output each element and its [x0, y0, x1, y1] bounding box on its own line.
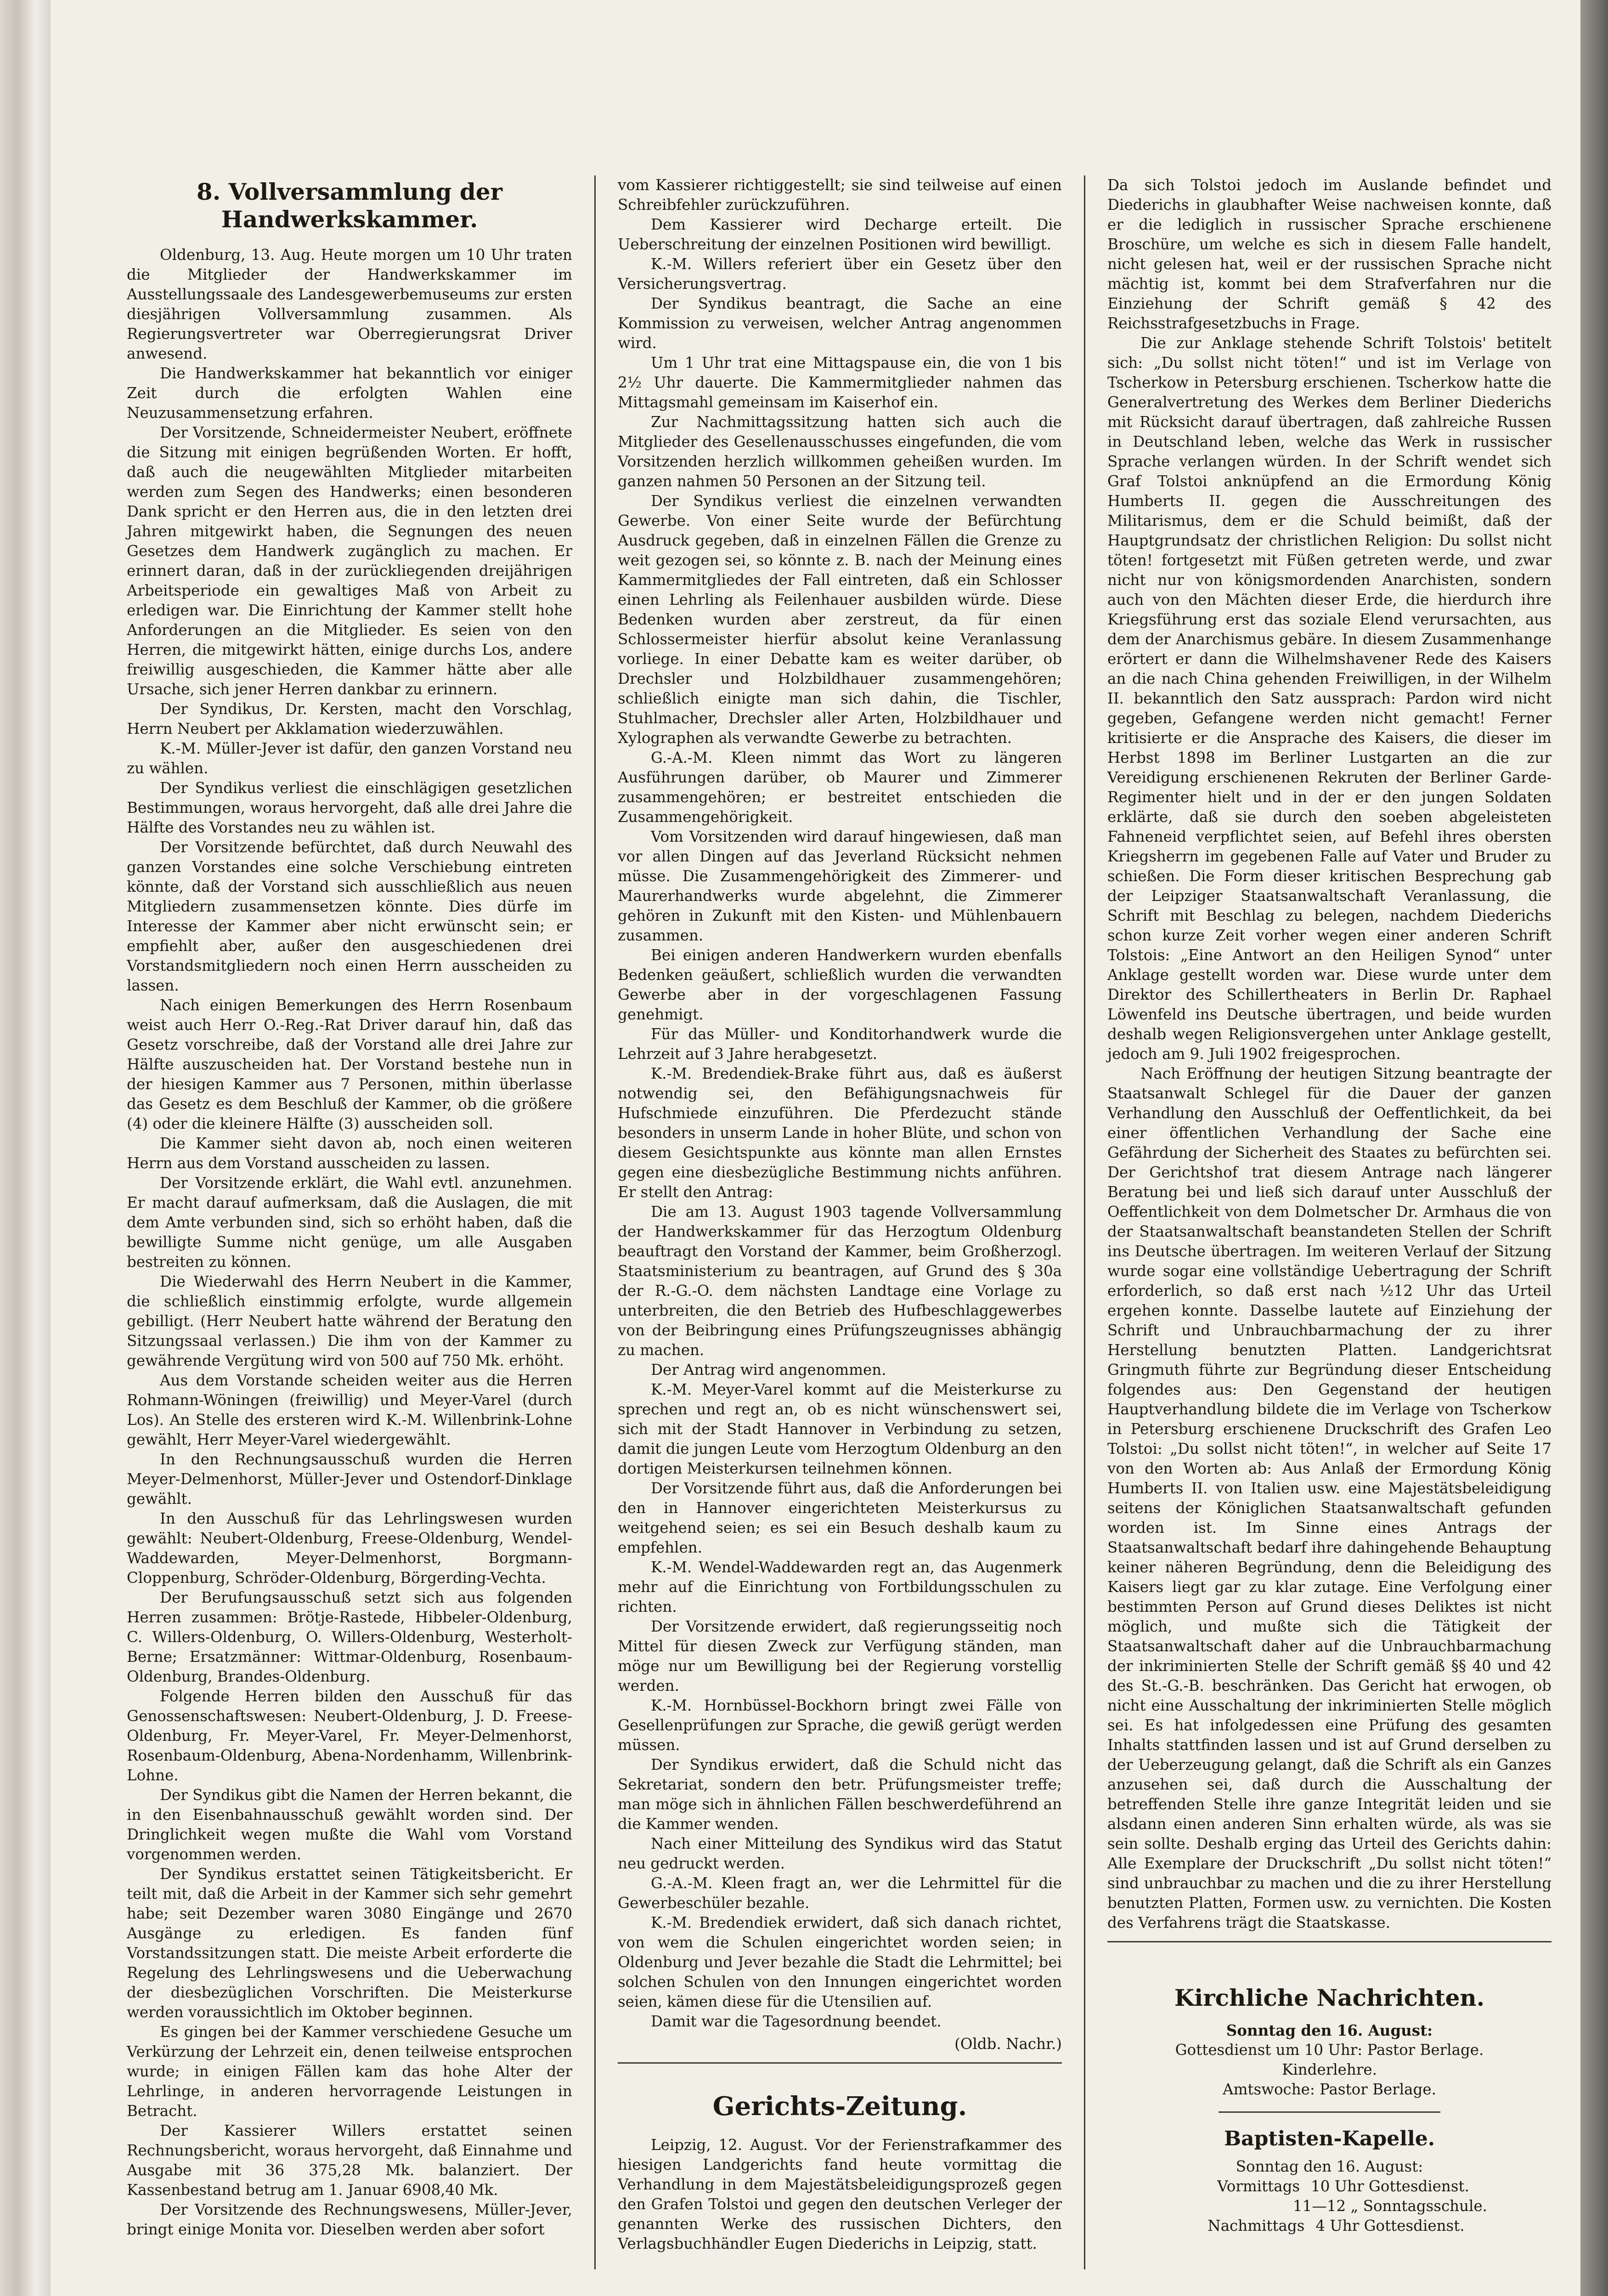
paragraph: K.-M. Hornbüssel-Bockhorn bringt zwei Fälle von Gesellenprüfungen zur Sprache, die gewiß gerügt werden müssen.	[618, 1697, 1062, 1754]
chapel-schedule-row	[1107, 2196, 1552, 2216]
divider	[618, 2062, 1062, 2064]
paragraph: Um 1 Uhr trat eine Mittagspause ein, die von 1 bis 2½ Uhr dauerte. Die Kammermitglieder nahmen das Mittagsmahl gemeinsam im Kaiserhof ein.	[618, 354, 1062, 411]
paragraph: Vom Vorsitzenden wird darauf hingewiesen, daß man vor allen Dingen auf das Jeverland Rücksicht nehmen müsse. Die Zusammengehörigkeit des Zimmerer- und Maurerhandwerks wurde abgelehnt, die Zimmerer gehören in Zukunft mit den Kisten- und Mühlenbauern zusammen.	[618, 828, 1062, 944]
paragraph: Der Kassierer Willers erstattet seinen Rechnungsbericht, woraus hervorgeht, daß Einnahme und Ausgabe mit 36 375,28 Mk. balanziert. Der Kassenbestand betrug am 1. Januar 6908,40 Mk.	[127, 2122, 572, 2199]
schedule-what: 4 Uhr Gottesdienst.	[1315, 2217, 1465, 2234]
paragraph: Die Kammer sieht davon ab, noch einen weiteren Herrn aus dem Vorstand ausscheiden zu lassen.	[127, 1135, 572, 1172]
paragraph: Der Syndikus erstattet seinen Tätigkeitsbericht. Er teilt mit, daß die Arbeit in der Kammer sich sehr gemehrt habe; seit Dezember waren 3080 Eingänge und 2670 Ausgänge zu erledigen. Es fanden fünf Vorstandssitzungen statt. Die meiste Arbeit erforderte die Regelung des Lehrlingswesens und die Ueberwachung der diesbezüglichen Vorschriften. Die Meisterkurse werden voraussichtlich im Oktober beginnen.	[127, 1865, 572, 2021]
paragraph: Der Vorsitzende führt aus, daß die Anforderungen bei den in Hannover eingerichteten Meisterkursus zu weitgehend seien; es sei ein Besuch deshalb kaum zu empfehlen.	[618, 1480, 1062, 1556]
paragraph: K.-M. Meyer-Varel kommt auf die Meisterkurse zu sprechen und regt an, ob es nicht wünschenswert sei, sich mit der Stadt Hannover in Verbindung zu setzen, damit die jungen Leute vom Herzogtum Oldenburg an den dortigen Meisterkursen teilnehmen können.	[618, 1381, 1062, 1477]
chapel-schedule-row	[1107, 2216, 1552, 2236]
paragraph: Nach Eröffnung der heutigen Sitzung beantragte der Staatsanwalt Schlegel für die Dauer der ganzen Verhandlung den Ausschluß der Oeffentlichkeit, da bei einer öffentlichen Verhandlung der Sache eine Gefährdung der Sicherheit des Staates zu befürchten sei. Der Gerichtshof trat diesem Antrage nach längerer Beratung bei und ließ sich darauf unter Ausschluß der Oeffentlichkeit von dem Dolmetscher Dr. Armhaus die von der Staatsanwaltschaft beanstandeten Stellen der Schrift ins Deutsche übertragen. Im weiteren Verlauf der Sitzung wurde sogar eine vollständige Uebertragung der Schrift erforderlich, so daß erst nach ½12 Uhr das Urteil ergehen konnte. Dasselbe lautete auf Einziehung der Schrift und Unbrauchbarmachung der zu ihrer Herstellung benutzten Platten. Landgerichtsrat Gringmuth führte zur Begründung dieser Entscheidung folgendes aus: Den Gegenstand der heutigen Hauptverhandlung bildete die im Verlage von Tscherkow in Petersburg erschienene Druckschrift des Grafen Leo Tolstoi: „Du sollst nicht töten!“, in welcher auf Seite 17 von den Worten ab: Aus Anlaß der Ermordung König Humberts II. von Italien usw. eine Majestätsbeleidigung seitens der Königlichen Staatsanwaltschaft gefunden worden ist. Im Sinne eines Antrags der Staatsanwaltschaft bedarf ihre dahingehende Behauptung keiner näheren Begründung, denn die Beleidigung des Kaisers liegt gar zu klar zutage. Eine Verfolgung einer bestimmten Person auf Grund dieses Deliktes ist nicht möglich, und mußte sich die Tätigkeit der Staatsanwaltschaft daher auf die Unbrauchbarmachung der inkriminierten Stelle der Schrift gemäß §§ 40 und 42 des St.-G.-B. beschränken. Das Gericht hat erwogen, ob nicht eine Ausschaltung der inkriminierten Stelle möglich sei. Es hat infolgedessen eine Prüfung des gesamten Inhalts stattfinden lassen und ist auf Grund derselben zu der Ueberzeugung gelangt, daß die Schrift als ein Ganzes anzusehen sei, daß durch die Ausschaltung der betreffenden Stelle ihre ganze Integrität leiden und sie alsdann einen anderen Sinn erhalten würde, als was sie sein sollte. Deshalb erging das Urteil des Gerichts dahin: Alle Exemplare der Druckschrift „Du sollst nicht töten!“ sind unbrauchbar zu machen und die zu ihrer Herstellung benutzten Platten, Formen usw. zu vernichten. Die Kosten des Verfahrens trägt die Staatskasse.	[1107, 1065, 1552, 1931]
paragraph: Der Syndikus beantragt, die Sache an eine Kommission zu verweisen, welcher Antrag angenommen wird.	[618, 295, 1062, 352]
paragraph: Nach einigen Bemerkungen des Herrn Rosenbaum weist auch Herr O.-Reg.-Rat Driver darauf hin, daß das Gesetz vorschreibe, daß der Vorstand alle drei Jahre zur Hälfte auszuscheiden hat. Der Vorstand bestehe nun in der hiesigen Kammer aus 7 Personen, mithin überlasse das Gesetz es dem Beschluß der Kammer, ob die größere (4) oder die kleinere Hälfte (3) ausscheiden soll.	[127, 996, 572, 1132]
source-note: (Oldb. Nachr.)	[954, 2035, 1062, 2053]
schedule-what: 11—12 „ Sonntagsschule.	[1292, 2197, 1488, 2215]
paragraph: G.-A.-M. Kleen nimmt das Wort zu längeren Ausführungen darüber, ob Maurer und Zimmerer zusammengehören; er bestreitet entschieden die Zusammengehörigkeit.	[618, 749, 1062, 826]
column-1	[105, 175, 594, 2269]
column-3	[1084, 175, 1574, 2269]
chapel-title: Baptisten-Kapelle.	[1224, 2127, 1435, 2150]
paragraph: vom Kassierer richtiggestellt; sie sind teilweise auf einen Schreibfehler zurückzuführen.	[618, 176, 1062, 214]
paragraph: In den Rechnungsausschuß wurden die Herren Meyer-Delmenhorst, Müller-Jever und Ostendorf-Dinklage gewählt.	[127, 1451, 572, 1508]
schedule-when	[1172, 2196, 1282, 2216]
church-notices	[1107, 1984, 1552, 2236]
paragraph: Die am 13. August 1903 tagende Vollversammlung der Handwerkskammer für das Herzogtum Oldenburg beauftragt den Vorstand der Kammer, beim Großherzogl. Staatsministerium zu beantragen, auf Grund des § 30a der R.-G.-O. dem nächsten Landtage eine Vorlage zu unterbreiten, die den Betrieb des Hufbeschlaggewerbes von der Beibringung eines Prüfungszeugnisses abhängig zu machen.	[618, 1203, 1062, 1359]
article-columns	[105, 175, 1574, 2269]
paragraph: K.-M. Müller-Jever ist dafür, den ganzen Vorstand neu zu wählen.	[127, 740, 572, 777]
paragraph: K.-M. Wendel-Waddewarden regt an, das Augenmerk mehr auf die Einrichtung von Fortbildungsschulen zu richten.	[618, 1559, 1062, 1615]
divider	[1219, 2111, 1441, 2113]
paragraph: Der Vorsitzende erklärt, die Wahl evtl. anzunehmen. Er macht darauf aufmerksam, daß die Auslagen, die mit dem Amte verbunden sind, sich so erhöht haben, daß die bewilligte Summe nicht genüge, um alle Ausgaben bestreiten zu können.	[127, 1174, 572, 1271]
paragraph: Der Syndikus, Dr. Kersten, macht den Vorschlag, Herrn Neubert per Akklamation wiederzuwählen.	[127, 700, 572, 737]
paragraph: Die zur Anklage stehende Schrift Tolstois' betitelt sich: „Du sollst nicht töten!“ und ist im Verlage von Tscherkow in Petersburg erschienen. Tscherkow hatte die Generalvertretung des Werkes dem Berliner Diederichs mit Rücksicht darauf übertragen, daß zahlreiche Russen in Deutschland leben, welche das Werk in russischer Sprache verlangen würden. In der Schrift wendet sich Graf Tolstoi anknüpfend an die Ermordung König Humberts II. gegen die Ausschreitungen des Militarismus, dem er die Schuld beimißt, daß der Hauptgrundsatz der christlichen Religion: Du sollst nicht töten! fortgesetzt mit Füßen getreten werde, und zwar nicht nur von königsmordenden Anarchisten, sondern auch von den Mächten dieser Erde, die hierdurch ihre Kriegsführung erst das soziale Elend verursachten, aus dem der Anarchismus gebäre. In diesem Zusammenhange erörtert er dann die Wilhelmshavener Rede des Kaisers an die nach China gehenden Freiwilligen, in der Wilhelm II. bekanntlich den Satz aussprach: Pardon wird nicht gegeben, Gefangene werden nicht gemacht! Ferner kritisierte er die Ansprache des Kaisers, die dieser im Herbst 1898 im Berliner Lustgarten an die zur Vereidigung erschienenen Rekruten der Berliner Garde-Regimenter hielt und in der er den jungen Soldaten erklärte, daß sie durch den soeben abgeleisteten Fahneneid verpflichtet seien, auf Befehl ihres obersten Kriegsherrn im gegebenen Falle auf Vater und Bruder zu schießen. Die Form dieser kritischen Besprechung gab der Leipziger Staatsanwaltschaft Veranlassung, die Schrift mit Beschlag zu belegen, nachdem Diederichs schon kurze Zeit vorher wegen einer anderen Schrift Tolstois: „Eine Antwort an den Heiligen Synod“ unter Anklage gestellt worden war. Diese wurde unter dem Direktor des Schillertheaters in Berlin Dr. Raphael Löwenfeld ins Deutsche übertragen, und beide wurden deshalb wegen Religionsvergehen unter Anklage gestellt, jedoch am 9. Juli 1902 freigesprochen.	[1107, 334, 1552, 1063]
paragraph: Die Wiederwahl des Herrn Neubert in die Kammer, die schließlich einstimmig erfolgte, wurde allgemein gebilligt. (Herr Neubert hatte während der Beratung den Sitzungssaal verlassen.) Die ihm von der Kammer zu gewährende Vergütung wird von 500 auf 750 Mk. erhöht.	[127, 1273, 572, 1369]
divider	[1107, 1941, 1552, 1942]
paragraph: Damit war die Tagesordnung beendet.	[651, 2013, 942, 2030]
paragraph: Der Vorsitzende, Schneidermeister Neubert, eröffnete die Sitzung mit einigen begrüßenden Worten. Er hofft, daß auch die neugewählten Mitglieder mitarbeiten werden zum Segen des Handwerks; einen besonderen Dank spricht er den Herren aus, die in den letzten drei Jahren mitgewirkt haben, die Segnungen des neuen Gesetzes dem Handwerk zugänglich zu machen. Er erinnert daran, daß in der zurückliegenden dreijährigen Arbeitsperiode ein gewaltiges Maß von Arbeit zu erledigen war. Die Einrichtung der Kammer stellt hohe Anforderungen an die Mitglieder. Es seien von den Herren, die mitgewirkt hätten, einige durchs Los, andere freiwillig ausgeschieden, die Kammer hätte aber alle Ursache, sich jener Herren dankbar zu erinnern.	[127, 424, 572, 698]
paragraph: K.-M. Willers referiert über ein Gesetz über den Versicherungsvertrag.	[618, 255, 1062, 293]
church-notices-title: Kirchliche Nachrichten.	[1174, 1984, 1485, 2011]
chapel-schedule-row	[1107, 2177, 1552, 2196]
paragraph: Dem Kassierer wird Decharge erteilt. Die Ueberschreitung der einzelnen Positionen wird bewilligt.	[618, 216, 1062, 253]
paragraph: G.-A.-M. Kleen fragt an, wer die Lehrmittel für die Gewerbeschüler bezahle.	[618, 1874, 1062, 1912]
paragraph: Aus dem Vorstande scheiden weiter aus die Herren Rohmann-Wöningen (freiwillig) und Meyer-Varel (durch Los). An Stelle des ersteren wird K.-M. Willenbrink-Lohne gewählt, Herr Meyer-Varel wiedergewählt.	[127, 1372, 572, 1448]
paragraph: Nach einer Mitteilung des Syndikus wird das Statut neu gedruckt werden.	[618, 1835, 1062, 1872]
paragraph: Die Handwerkskammer hat bekanntlich vor einiger Zeit durch die erfolgten Wahlen eine Neuzusammensetzung erfahren.	[127, 365, 572, 422]
paragraph: Der Syndikus erwidert, daß die Schuld nicht das Sekretariat, sondern den betr. Prüfungsmeister treffe; man möge sich in ähnlichen Fällen beschwerdeführend an die Kammer wenden.	[618, 1756, 1062, 1833]
paragraph: Bei einigen anderen Handwerkern wurden ebenfalls Bedenken geäußert, schließlich wurden die verwandten Gewerbe aber in der vorgeschlagenen Fassung genehmigt.	[618, 946, 1062, 1023]
paragraph: Der Vorsitzende des Rechnungswesens, Müller-Jever, bringt einige Monita vor. Dieselben werden aber sofort	[127, 2201, 572, 2238]
paragraph: Der Syndikus verliest die einzelnen verwandten Gewerbe. Von einer Seite wurde der Befürchtung Ausdruck gegeben, daß in einzelnen Fällen die Grenze zu weit gezogen sei, so könnte z. B. nach der Meinung eines Kammermitgliedes der Fall eintreten, daß ein Schlosser einen Lehrling als Feilenhauer ausbilden würde. Diese Bedenken wurden aber zerstreut, da für einen Schlossermeister hierfür absolut keine Veranlassung vorliege. In einer Debatte kam es weiter darüber, ob Drechsler und Holzbildhauer zusammengehören; schließlich einigte man sich dahin, die Tischler, Stuhlmacher, Drechsler aller Arten, Holzbildhauer und Xylographen als verwandte Gewerbe zu betrachten.	[618, 492, 1062, 747]
page-edge	[0, 0, 51, 2296]
church-amtswoche: Amtswoche: Pastor Berlage.	[1223, 2081, 1436, 2098]
paragraph: Zur Nachmittagssitzung hatten sich auch die Mitglieder des Gesellenausschusses eingefunden, die vom Vorsitzenden herzlich willkommen geheißen wurden. Im ganzen nahmen 50 Personen an der Sitzung teil.	[618, 413, 1062, 490]
paragraph: Für das Müller- und Konditorhandwerk wurde die Lehrzeit auf 3 Jahre herabgesetzt.	[618, 1025, 1062, 1063]
schedule-what: 10 Uhr Gottesdienst.	[1311, 2178, 1469, 2195]
paragraph: K.-M. Bredendiek erwidert, daß sich danach richtet, von wem die Schulen eingerichtet worden seien; in Oldenburg und Jever bezahle die Stadt die Lehrmittel; bei solchen Schulen von den Innungen eingerichtet worden seien, kämen diese für die Utensilien auf.	[618, 1914, 1062, 2010]
paragraph: Da sich Tolstoi jedoch im Auslande befindet und Diederichs in glaubhafter Weise nachweisen konnte, daß er die lediglich in russischer Sprache erschienene Broschüre, um welche es sich in diesem Falle handelt, nicht gelesen hat, weil er der russischen Sprache nicht mächtig ist, kommt bei dem Strafverfahren nur die Einziehung der Schrift gemäß § 42 des Reichsstrafgesetzbuchs in Frage.	[1107, 176, 1552, 332]
paragraph: Oldenburg, 13. Aug. Heute morgen um 10 Uhr traten die Mitglieder der Handwerkskammer im Ausstellungssaale des Landesgewerbemuseums zur ersten diesjährigen Vollversammlung zusammen. Als Regierungsvertreter war Oberregierungsrat Driver anwesend.	[127, 246, 572, 362]
column-1-body	[127, 245, 572, 2240]
paragraph: Leipzig, 12. August. Vor der Ferienstrafkammer des hiesigen Landgerichts fand heute vormittag die Verhandlung in dem Majestätsbeleidigungsprozeß gegen den Grafen Tolstoi und gegen den deutschen Verleger der genannten Werke des russischen Dichters, den Verlagsbuchhändler Eugen Diederichs in Leipzig, statt.	[618, 2136, 1062, 2252]
paragraph: Der Syndikus verliest die einschlägigen gesetzlichen Bestimmungen, woraus hervorgeht, daß alle drei Jahre die Hälfte des Vorstandes neu zu wählen ist.	[127, 779, 572, 836]
paragraph: Der Vorsitzende befürchtet, daß durch Neuwahl des ganzen Vorstandes eine solche Verschiebung eintreten könnte, daß der Vorstand sich ausschließlich aus neuen Mitgliedern zusammensetzen könnte. Dies dürfe im Interesse der Kammer aber nicht erwünscht sein; er empfiehlt aber, außer den ausgeschiedenen drei Vorstandsmitgliedern noch einen Herrn ausscheiden zu lassen.	[127, 838, 572, 994]
chapel-date: Sonntag den 16. August:	[1236, 2158, 1423, 2175]
paragraph: Es gingen bei der Kammer verschiedene Gesuche um Verkürzung der Lehrzeit ein, denen teilweise entsprochen wurde; in einigen Fällen kam das hohe Alter der Lehrlinge, in anderen hervorragende Leistungen in Betracht.	[127, 2023, 572, 2120]
church-service: Gottesdienst um 10 Uhr: Pastor Berlage.	[1175, 2041, 1484, 2059]
paragraph: In den Ausschuß für das Lehrlingswesen wurden gewählt: Neubert-Oldenburg, Freese-Oldenburg, Wendel-Waddewarden, Meyer-Delmenhorst, Borgmann-Cloppenburg, Schröder-Oldenburg, Börgerding-Vechta.	[127, 1510, 572, 1587]
paragraph: Der Berufungsausschuß setzt sich aus folgenden Herren zusammen: Brötje-Rastede, Hibbeler-Oldenburg, C. Willers-Oldenburg, O. Willers-Oldenburg, Westerholt-Berne; Ersatzmänner: Wittmar-Oldenburg, Rosenbaum-Oldenburg, Brandes-Oldenburg.	[127, 1589, 572, 1685]
heading-vollversammlung: 8. Vollversammlung der Handwerkskammer.	[197, 178, 502, 233]
church-date: Sonntag den 16. August:	[1226, 2021, 1433, 2039]
paragraph: Der Antrag wird angenommen.	[651, 1361, 886, 1379]
paragraph: Folgende Herren bilden den Ausschuß für das Genossenschaftswesen: Neubert-Oldenburg, J. D. Freese-Oldenburg, Fr. Meyer-Varel, Fr. Meyer-Delmenhorst, Rosenbaum-Oldenburg, Abena-Nordenhamm, Willenbrink-Lohne.	[127, 1688, 572, 1784]
paragraph: Der Vorsitzende erwidert, daß regierungsseitig noch Mittel für diesen Zweck zur Verfügung ständen, man möge nur um Bewilligung bei der Regierung vorstellig werden.	[618, 1618, 1062, 1694]
heading-gerichts-zeitung: Gerichts-Zeitung.	[712, 2091, 967, 2122]
column-2	[594, 175, 1084, 2269]
schedule-when: Vormittags	[1217, 2178, 1300, 2195]
church-kinderlehre: Kinderlehre.	[1282, 2061, 1377, 2078]
paragraph: K.-M. Bredendiek-Brake führt aus, daß es äußerst notwendig sei, den Befähigungsnachweis für Hufschmiede einzuführen. Die Pferdezucht stände besonders in unserm Lande in hoher Blüte, und schon von diesem Gesichtspunkte aus könnte man allen Ernstes gegen eine diesbezügliche Bestimmung nichts anführen. Er stellt den Antrag:	[618, 1065, 1062, 1201]
scanner-edge	[1580, 0, 1608, 2296]
schedule-when: Nachmittags	[1207, 2217, 1305, 2234]
paragraph: Der Syndikus gibt die Namen der Herren bekannt, die in den Eisenbahnausschuß gewählt worden sind. Der Dringlichkeit wegen mußte die Wahl vom Vorstand vorgenommen werden.	[127, 1786, 572, 1863]
